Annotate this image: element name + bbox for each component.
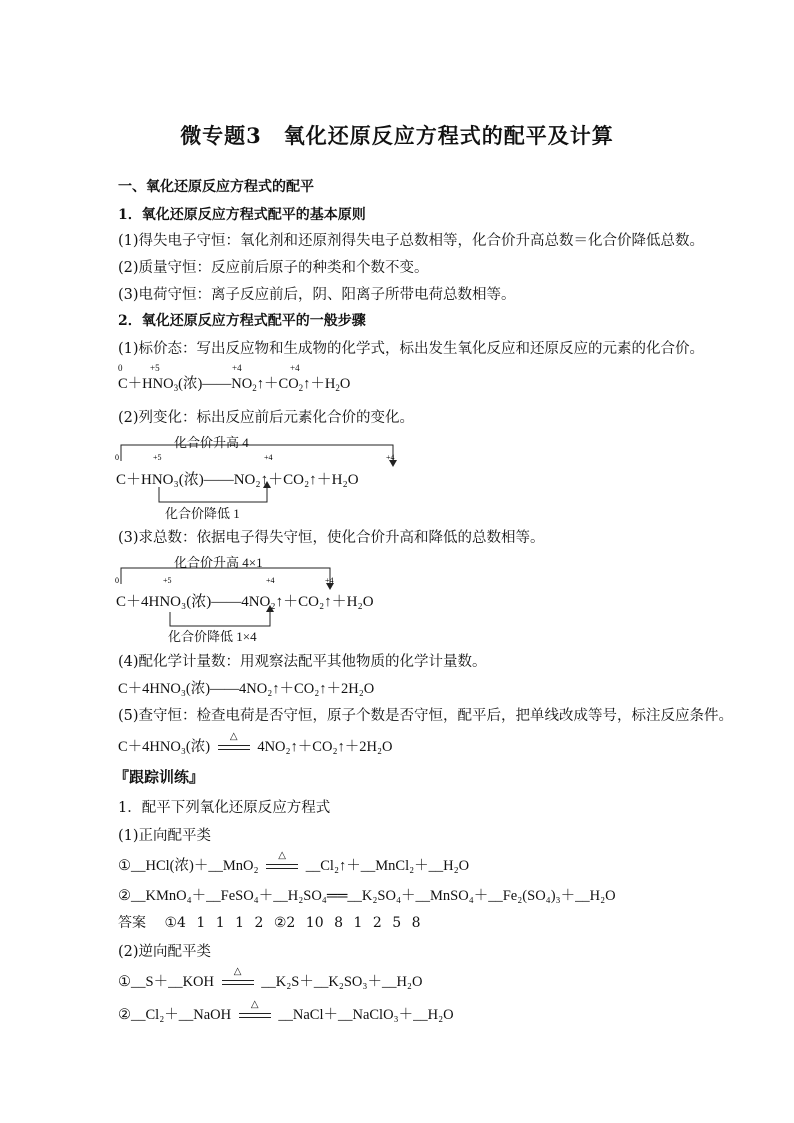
exercise-1a-1: ①__HCl(浓)＋__MnO₂ △ __Cl₂↑＋__MnCl₂＋__H₂O [118, 849, 470, 874]
question-1: 1．配平下列氧化还原反应方程式 [118, 800, 331, 816]
condition-equals [235, 998, 275, 1023]
answer-line [118, 912, 427, 932]
answer-value: 5 [392, 915, 402, 931]
diagram1-down-label: 化合价降低 1 [165, 506, 240, 521]
svg-text:+4: +4 [266, 576, 275, 585]
step-1: (1)标价态：写出反应物和生成物的化学式，标出发生氧化反应和还原反应的元素的化合价。 [118, 341, 705, 357]
svg-text:0: 0 [115, 453, 119, 462]
subheading-steps: 2．氧化还原反应方程式配平的一般步骤 [118, 313, 366, 329]
answer-value: 2 [254, 915, 264, 931]
answer-value: 10 [305, 915, 324, 931]
equation-valence: $C+HNO_3$(浓)$——NO_2↑+CO_2↑+H_2O$ [118, 376, 351, 393]
step-5: (5)查守恒：检查电荷是否守恒，原子个数是否守恒，配平后，把单线改成等号，标注反应条件。 [118, 708, 734, 724]
ox-state-no2: +4 [232, 363, 242, 373]
answer-value: 1 [196, 915, 206, 931]
rule-mass: (2)质量守恒：反应前后原子的种类和个数不变。 [118, 260, 429, 276]
subheading-principles: 1．氧化还原反应方程式配平的基本原则 [118, 207, 366, 223]
diagram2-up-label: 化合价升高 4×1 [174, 555, 263, 570]
equation-final: C＋4HNO₃(浓) △ 4NO₂↑＋CO₂↑＋2H₂O [118, 730, 393, 755]
ox-state-co2: +4 [290, 363, 300, 373]
answer-value: 2 [372, 915, 382, 931]
answer-value: 1 [215, 915, 225, 931]
condition-equals [262, 849, 302, 874]
step-3: (3)求总数：依据电子得失守恒，使化合价升高和降低的总数相等。 [118, 530, 545, 546]
heat-icon: △ [229, 730, 238, 742]
answer-value: ②2 [273, 915, 296, 931]
svg-text:+5: +5 [153, 453, 162, 462]
step-2: (2)列变化：标出反应前后元素化合价的变化。 [118, 410, 415, 426]
heat-icon: △ [278, 849, 286, 861]
diagram2-down-label: 化合价降低 1×4 [168, 629, 257, 644]
ox-state-c: 0 [118, 363, 123, 373]
exercise-1b-2: ②__Cl₂＋__NaOH △ __NaCl＋__NaClO₃＋__H₂O [118, 998, 454, 1023]
answer-value: 8 [411, 915, 421, 931]
svg-text:0: 0 [115, 576, 119, 585]
answer-value: 8 [334, 915, 343, 931]
answer-value: 1 [353, 915, 363, 931]
ox-state-n: +5 [150, 363, 160, 373]
section-heading: 一、氧化还原反应方程式的配平 [118, 179, 314, 195]
step-4: (4)配化学计量数：用观察法配平其他物质的化学计量数。 [118, 654, 487, 670]
page-title: 微专题3 氧化还原反应方程式的配平及计算 [180, 123, 614, 148]
svg-text:+4: +4 [264, 453, 273, 462]
question-1b: (2)逆向配平类 [118, 944, 212, 960]
rule-charge: (3)电荷守恒：离子反应前后，阴、阳离子所带电荷总数相等。 [118, 287, 516, 303]
condition-equals [218, 965, 258, 990]
condition-equals [214, 730, 254, 755]
diagram1-up-label: 化合价升高 4 [174, 435, 249, 450]
question-1a: (1)正向配平类 [118, 828, 212, 844]
equation-balanced: C＋4HNO₃(浓)——4NO₂↑＋CO₂↑＋2H₂O [118, 681, 375, 697]
heat-icon: △ [233, 965, 242, 977]
exercise-1a-2: ②__KMnO₄＋__FeSO₄＋__H₂SO₄══__K₂SO₄＋__MnSO₄＋__Fe₂(SO₄)₃＋__H₂O [118, 888, 616, 904]
answer-value: ①4 [164, 915, 186, 931]
diagram2-equation: C＋4HNO₃(浓)——4NO₂↑＋CO₂↑＋H₂O [116, 594, 374, 610]
heat-icon: △ [250, 998, 259, 1010]
svg-text:+4: +4 [386, 453, 395, 462]
answer-label: 答案 [118, 915, 146, 931]
diagram1-equation: C＋HNO₃(浓)——NO₂↑＋CO₂↑＋H₂O [116, 472, 359, 488]
answer-value: 1 [235, 915, 245, 931]
svg-text:+4: +4 [325, 576, 334, 585]
svg-text:+5: +5 [163, 576, 172, 585]
rule-electron: (1)得失电子守恒：氧化剂和还原剂得失电子总数相等，化合价升高总数＝化合价降低总数。 [118, 233, 705, 249]
exercise-1b-1: ①__S＋__KOH △ __K₂S＋__K₂SO₃＋__H₂O [118, 965, 423, 990]
practice-header: 『跟踪训练』 [114, 768, 205, 786]
